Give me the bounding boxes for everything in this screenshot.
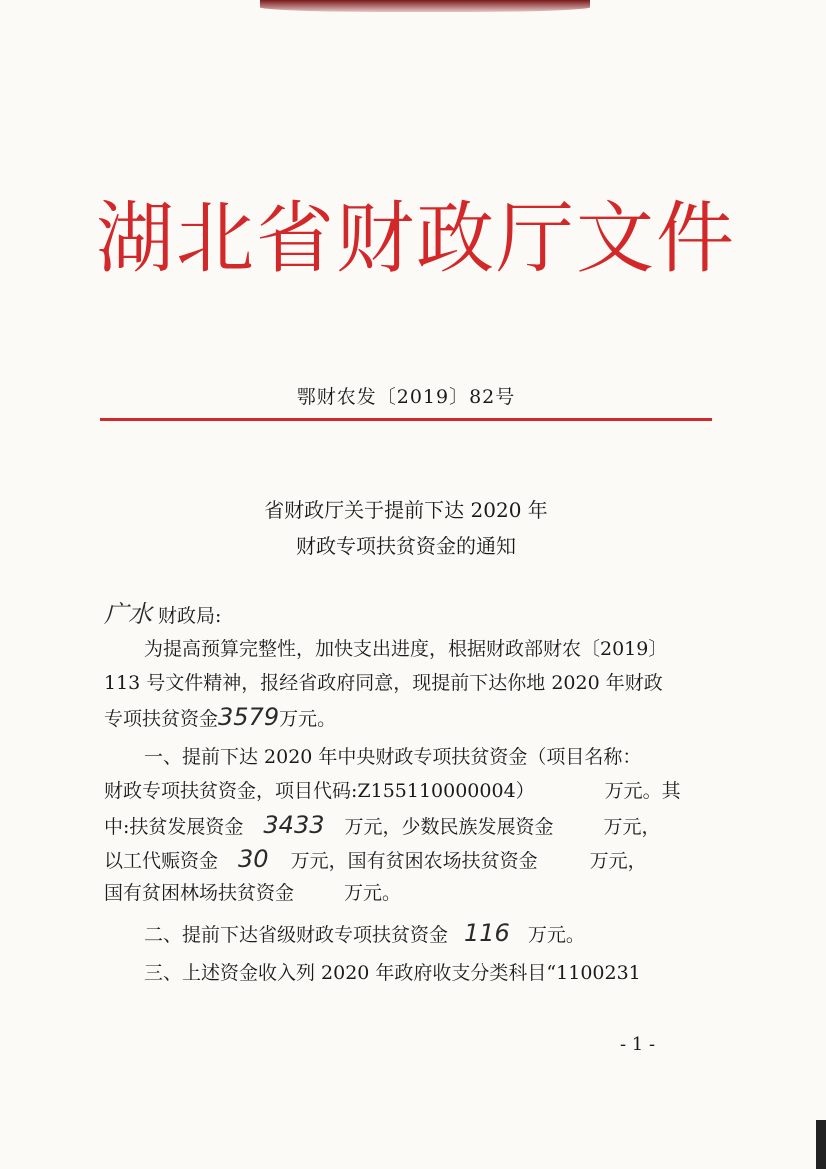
para2-line-3-prefix: 中:扶贫发展资金 <box>104 816 244 838</box>
para3-suffix: 万元。 <box>527 924 585 946</box>
para1-line-1: 为提高预算完整性，加快支出进度，根据财政部财农〔2019〕 <box>144 638 668 660</box>
para2-line-5-suffix: 万元。 <box>344 882 402 904</box>
para1-line-3 <box>104 700 714 734</box>
para2-line-1: 一、提前下达 2020 年中央财政专项扶贫资金（项目名称： <box>144 746 642 768</box>
notice-title-line-1: 省财政厅关于提前下达 2020 年 <box>264 498 548 522</box>
addressee <box>104 598 221 632</box>
para2-line-4-prefix: 以工代赈资金 <box>104 850 219 872</box>
para2-line-5 <box>104 876 714 910</box>
document-header-title: 湖北省财政厅文件 <box>96 194 737 284</box>
handwritten-addressee: 广水 <box>104 600 152 628</box>
para1-line-3-prefix: 专项扶贫资金 <box>104 708 219 730</box>
notice-title <box>100 492 712 564</box>
document-number: 鄂财农发〔2019〕82号 <box>296 386 516 408</box>
para2-line-2-prefix: 财政专项扶贫资金，项目代码:Z155110000004） <box>104 780 535 802</box>
para2-line-4-suffix: 万元， <box>589 850 647 872</box>
para3-prefix: 二、提前下达省级财政专项扶贫资金 <box>144 924 449 946</box>
handwritten-work-relief: 30 <box>238 845 269 873</box>
para1-line-2: 113 号文件精神，报经省政府同意，现提前下达你地 2020 年财政 <box>104 672 663 694</box>
para2-line-3 <box>104 808 714 842</box>
handwritten-provincial-fund: 116 <box>464 919 510 947</box>
para2-line-5-prefix: 国有贫困林场扶贫资金 <box>104 882 295 904</box>
notice-body <box>104 632 714 990</box>
notice-title-line-2: 财政专项扶贫资金的通知 <box>296 534 516 558</box>
handwritten-dev-fund: 3433 <box>263 811 325 839</box>
para4-line-1: 三、上述资金收入列 2020 年政府收支分类科目“1100231 <box>144 962 641 984</box>
para2-line-3-suffix: 万元， <box>603 816 661 838</box>
para2-line-4 <box>104 842 714 876</box>
para1-line-3-suffix: 万元。 <box>279 708 337 730</box>
para2-line-2-suffix: 万元。其 <box>604 780 681 802</box>
para2-line-2 <box>104 774 714 808</box>
para2-line-4-mid: 万元，国有贫困农场扶贫资金 <box>290 850 538 872</box>
para3-line <box>104 916 714 950</box>
addressee-suffix: 财政局: <box>158 605 222 627</box>
header-red-rule <box>100 418 712 421</box>
page-number: - 1 - <box>620 1034 656 1055</box>
para2-line-3-mid: 万元，少数民族发展资金 <box>344 816 554 838</box>
handwritten-total-amount: 3579 <box>218 703 280 731</box>
